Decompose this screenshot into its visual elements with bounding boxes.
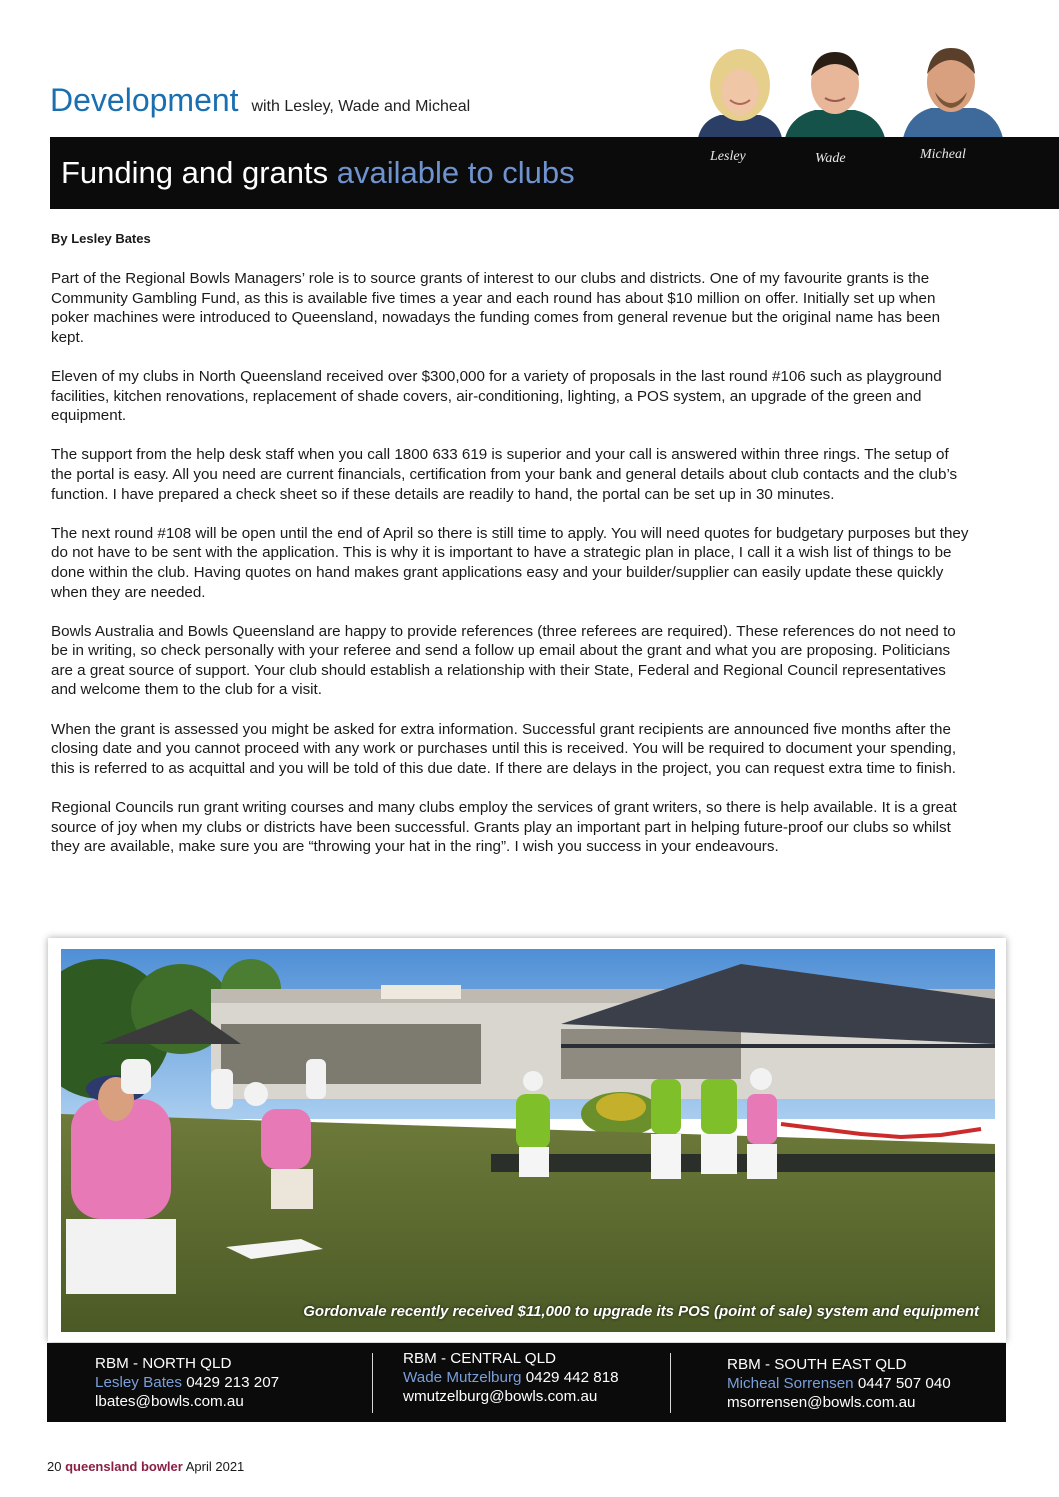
- column-divider: [670, 1353, 671, 1413]
- title-banner: [50, 137, 1059, 209]
- magazine-name: queensland bowler: [65, 1459, 183, 1474]
- page-number: 20: [47, 1459, 62, 1474]
- section-heading: [50, 82, 470, 119]
- column-divider: [372, 1353, 373, 1413]
- contact-phone: 0429 213 207: [181, 1374, 280, 1391]
- contact-email[interactable]: msorrensen@bowls.com.au: [727, 1394, 916, 1411]
- contact-name: Micheal Sorrensen: [727, 1375, 854, 1392]
- section-subtitle: with Lesley, Wade and Micheal: [251, 98, 471, 115]
- contact-name-phone: [95, 1373, 279, 1392]
- signature-micheal: Micheal: [920, 147, 966, 162]
- signature-lesley: Lesley: [710, 149, 746, 164]
- byline: By Lesley Bates: [51, 231, 151, 246]
- paragraph: When the grant is assessed you might be asked for extra information. Successful grant recipients are announced five months after the closing date and you cannot proceed with any work or purchases until this is received. You will be required to document your spending, this is referred to as acquittal and you will be told of this due date. If there are delays in the project, you can request extra time to finish.: [51, 720, 957, 777]
- contact-name: Lesley Bates: [95, 1374, 182, 1391]
- contact-south-east-qld: [727, 1355, 951, 1412]
- portrait-wade: [785, 40, 885, 138]
- signature-wade: Wade: [815, 151, 846, 166]
- section-name: Development: [50, 82, 239, 118]
- contact-phone: 0447 507 040: [853, 1375, 951, 1392]
- contact-name: Wade Mutzelburg: [403, 1369, 522, 1386]
- contact-email[interactable]: wmutzelburg@bowls.com.au: [403, 1388, 598, 1405]
- paragraph: Eleven of my clubs in North Queensland received over $300,000 for a variety of proposals in the last round #106 such as playground facilities, kitchen renovations, replacement of shade covers, air-conditioning, lighting, a POS system, an upgrade of the green and equipment.: [51, 367, 942, 425]
- contact-central-qld: [403, 1349, 619, 1406]
- contact-phone: 0429 442 818: [521, 1369, 619, 1386]
- contact-email[interactable]: lbates@bowls.com.au: [95, 1393, 244, 1410]
- photo-caption: Gordonvale recently received $11,000 to upgrade its POS (point of sale) system and equipment: [303, 1303, 979, 1320]
- portrait-micheal: [903, 40, 1003, 138]
- contact-region: RBM - NORTH QLD: [95, 1355, 232, 1372]
- contact-north-qld: [95, 1354, 279, 1411]
- article-body: [51, 269, 971, 876]
- contact-name-phone: [403, 1368, 619, 1387]
- paragraph: The next round #108 will be open until the end of April so there is still time to apply. You will need quotes for budgetary purposes but they do not have to be sent with the application. This is why it is important to have a strategic plan in place, I call it a wish list of things to be done within the club. Having quotes on hand makes grant applications easy and your builder/supplier can easily update these quickly when they are needed.: [51, 524, 969, 601]
- portrait-lesley: [690, 40, 790, 138]
- paragraph: The support from the help desk staff when you call 1800 633 619 is superior and your call is answered within three rings. The setup of the portal is easy. All you need are current financials, certification from your bank and general details about club contacts and the club’s function. I have prepared a check sheet so if these details are readily to hand, the portal can be set up in 30 minutes.: [51, 446, 958, 503]
- page-footer: [47, 1459, 244, 1474]
- bowls-club-photo: [61, 949, 995, 1332]
- contact-name-phone: [727, 1374, 951, 1393]
- contact-region: RBM - CENTRAL QLD: [403, 1350, 557, 1367]
- article-title-accent: available to clubs: [336, 155, 575, 190]
- issue-date: April 2021: [185, 1459, 245, 1474]
- article-title: [61, 155, 575, 191]
- paragraph: Part of the Regional Bowls Managers’ role is to source grants of interest to our clubs and districts. One of my favourite grants is the Community Gambling Fund, as this is available five times a year and each round has about $10 million on offer. Initially set up when poker machines were introduced to Queensland, nowadays the funding comes from general revenue but the original name has been kept.: [51, 270, 941, 346]
- contact-bar: [47, 1343, 1006, 1422]
- article-title-main: Funding and grants: [61, 155, 337, 190]
- contact-region: RBM - SOUTH EAST QLD: [727, 1356, 907, 1373]
- paragraph: Bowls Australia and Bowls Queensland are happy to provide references (three referees are required). These references do not need to be in writing, so check personally with your referee and send a follow up email about the grant and what you are proposing. Politicians are a great source of support. Your club should establish a relationship with their State, Federal and Regional Council representatives and welcome them to the club for a visit.: [51, 622, 956, 699]
- photo-frame: [48, 938, 1006, 1342]
- paragraph: Regional Councils run grant writing courses and many clubs employ the services of grant writers, so there is help available. It is a great source of joy when my clubs or districts have been successful. Grants play an important part in helping future-proof our clubs so whilst they are available, make sure you are “throwing your hat in the ring”. I wish you success in your endeavours.: [51, 799, 957, 856]
